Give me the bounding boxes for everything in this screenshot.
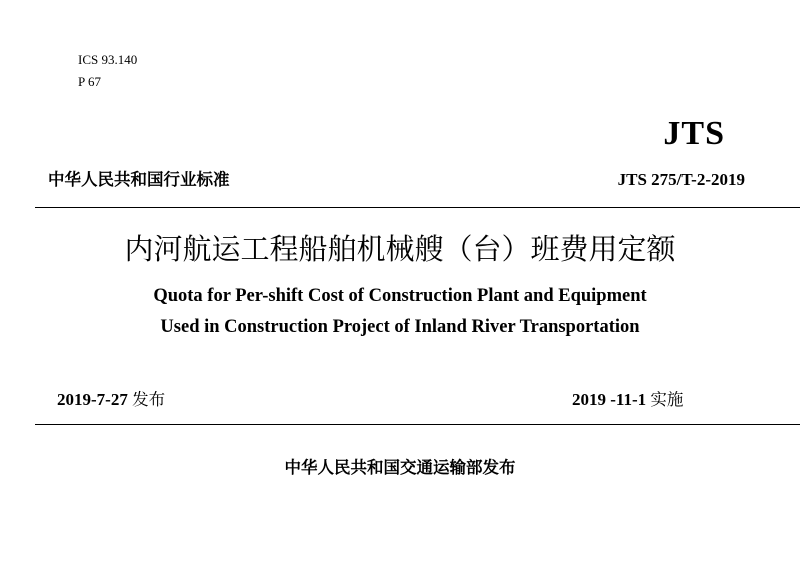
- implement-date-line: [572, 390, 683, 410]
- ics-code: ICS 93.140: [78, 52, 138, 67]
- issue-date-line: [57, 390, 165, 410]
- implement-date: 2019 -11-1: [572, 390, 647, 409]
- implement-label: 实施: [650, 390, 684, 409]
- title-chinese: 内河航运工程船舶机械艘（台）班费用定额: [124, 234, 676, 266]
- footer-divider: [35, 424, 800, 425]
- title-english-line2: Used in Construction Project of Inland River Transportation: [160, 317, 640, 337]
- header-divider: [35, 207, 800, 208]
- classification-code: P 67: [78, 74, 101, 89]
- title-english-line1: Quota for Per-shift Cost of Construction Plant and Equipment: [153, 286, 647, 306]
- industry-standard-label: 中华人民共和国行业标准: [48, 170, 230, 189]
- publisher: 中华人民共和国交通运输部发布: [284, 458, 516, 477]
- issue-label: 发布: [132, 390, 166, 409]
- standard-number: JTS 275/T-2-2019: [617, 170, 745, 189]
- standard-mark: JTS: [663, 115, 725, 152]
- issue-date: 2019-7-27: [57, 390, 128, 409]
